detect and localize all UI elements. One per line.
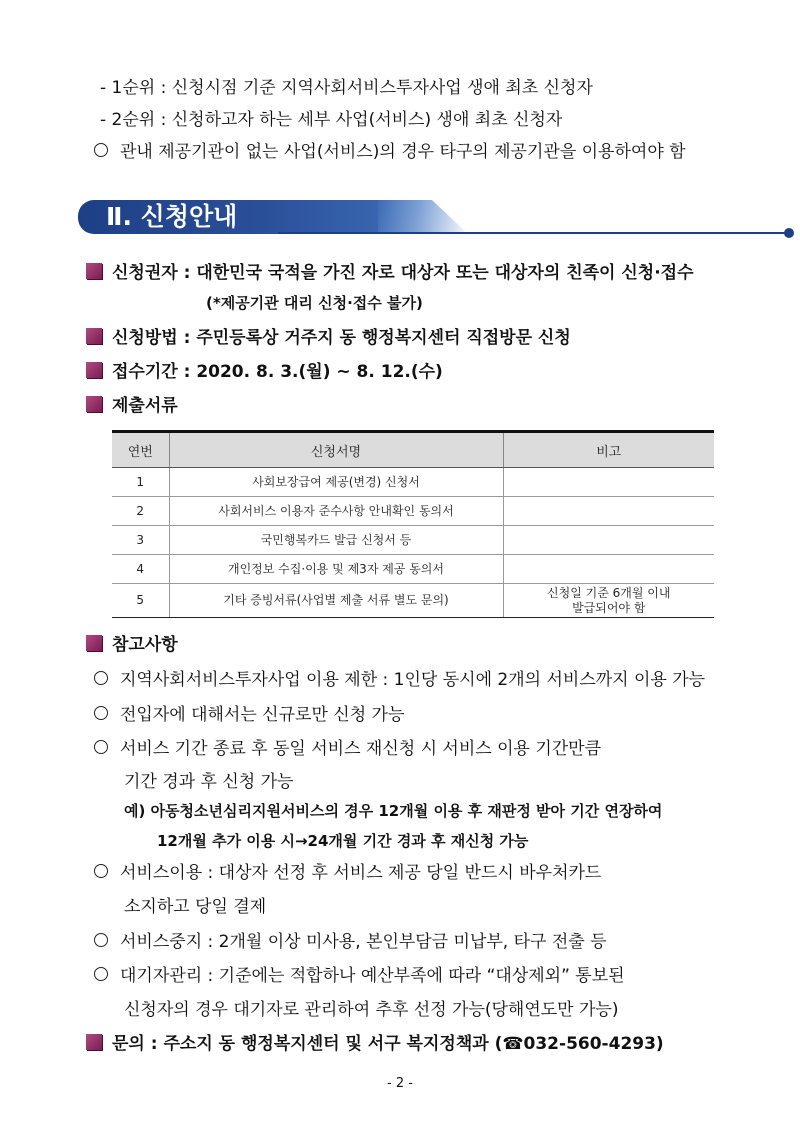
docs-heading bbox=[86, 391, 178, 416]
documents-table bbox=[112, 430, 714, 618]
header-remarks: 비고 bbox=[503, 432, 714, 468]
note-item-2 bbox=[94, 700, 404, 725]
square-bullet-icon bbox=[86, 362, 102, 378]
eligibility-text: 신청권자 : 대한민국 국적을 가진 자로 대상자 또는 대상자의 친족이 신청·접수 bbox=[112, 263, 694, 283]
circle-bullet-icon bbox=[94, 671, 108, 685]
row-remarks bbox=[503, 555, 714, 584]
banner-tail bbox=[378, 200, 468, 234]
eligibility-note: (*제공기관 대리 신청·접수 불가) bbox=[206, 294, 423, 312]
docs-heading-text: 제출서류 bbox=[112, 396, 178, 416]
note-item-1-text: 지역사회서비스투자사업 이용 제한 : 1인당 동시에 2개의 서비스까지 이용 가능 bbox=[120, 670, 706, 690]
page-number: - 2 - bbox=[387, 1076, 413, 1091]
square-bullet-icon bbox=[86, 396, 102, 412]
row-remarks bbox=[503, 526, 714, 555]
example-line-2: 12개월 추가 이용 시→24개월 기간 경과 후 재신청 가능 bbox=[157, 832, 529, 850]
notes-heading bbox=[86, 630, 178, 655]
row-remarks-line-2: 발급되어야 함 bbox=[572, 600, 646, 615]
row-no: 3 bbox=[112, 526, 169, 555]
circle-bullet-icon bbox=[94, 706, 108, 720]
row-no: 5 bbox=[112, 584, 169, 618]
table-row bbox=[112, 497, 714, 526]
table-row bbox=[112, 526, 714, 555]
row-form-name: 국민행복카드 발급 신청서 등 bbox=[169, 526, 503, 555]
provider-note-text: 관내 제공기관이 없는 사업(서비스)의 경우 타구의 제공기관을 이용하여야 함 bbox=[120, 142, 686, 162]
row-remarks bbox=[503, 497, 714, 526]
row-no: 2 bbox=[112, 497, 169, 526]
note-item-4-text: 서비스이용 : 대상자 선정 후 서비스 제공 당일 반드시 바우처카드 bbox=[120, 863, 602, 883]
priority-1-line: - 1순위 : 신청시점 기준 지역사회서비스투자사업 생애 최초 신청자 bbox=[100, 78, 593, 98]
table-row bbox=[112, 555, 714, 584]
example-line-1: 예) 아동청소년심리지원서비스의 경우 12개월 이용 후 재판정 받아 기간 연장하여 bbox=[124, 802, 663, 820]
note-item-6-text: 대기자관리 : 기준에는 적합하나 예산부족에 따라 “대상제외” 통보된 bbox=[120, 966, 625, 986]
note-item-3-continued: 기간 경과 후 신청 가능 bbox=[124, 772, 294, 792]
banner-dot-icon bbox=[784, 228, 794, 238]
notes-heading-text: 참고사항 bbox=[112, 635, 178, 655]
row-form-name: 사회서비스 이용자 준수사항 안내확인 동의서 bbox=[169, 497, 503, 526]
method-text: 신청방법 : 주민등록상 거주지 동 행정복지센터 직접방문 신청 bbox=[112, 328, 571, 348]
contact-line bbox=[86, 1029, 664, 1054]
section-title: Ⅱ. 신청안내 bbox=[106, 202, 238, 231]
circle-bullet-icon bbox=[94, 933, 108, 947]
priority-2-line: - 2순위 : 신청하고자 하는 세부 사업(서비스) 생애 최초 신청자 bbox=[100, 110, 563, 130]
table-header-row bbox=[112, 432, 714, 468]
note-item-6 bbox=[94, 961, 625, 986]
period-text: 접수기간 : 2020. 8. 3.(월) ~ 8. 12.(수) bbox=[112, 362, 443, 382]
row-remarks bbox=[503, 584, 714, 618]
header-no: 연번 bbox=[112, 432, 169, 468]
circle-bullet-icon bbox=[94, 143, 108, 157]
contact-text: 문의 : 주소지 동 행정복지센터 및 서구 복지정책과 (☎032-560-4293) bbox=[112, 1034, 664, 1054]
note-item-3 bbox=[94, 734, 601, 759]
method-line bbox=[86, 323, 571, 348]
square-bullet-icon bbox=[86, 635, 102, 651]
provider-note-line bbox=[94, 137, 686, 162]
period-line bbox=[86, 357, 443, 382]
note-item-6-continued: 신청자의 경우 대기자로 관리하여 추후 선정 가능(당해연도만 가능) bbox=[124, 1000, 619, 1020]
note-item-4 bbox=[94, 858, 601, 883]
header-form-name: 신청서명 bbox=[169, 432, 503, 468]
row-remarks bbox=[503, 468, 714, 497]
row-form-name: 사회보장급여 제공(변경) 신청서 bbox=[169, 468, 503, 497]
row-form-name: 기타 증빙서류(사업별 제출 서류 별도 문의) bbox=[169, 584, 503, 618]
note-item-2-text: 전입자에 대해서는 신규로만 신청 가능 bbox=[120, 705, 405, 725]
row-no: 1 bbox=[112, 468, 169, 497]
table-row bbox=[112, 584, 714, 618]
note-item-4-continued: 소지하고 당일 결제 bbox=[124, 897, 267, 917]
circle-bullet-icon bbox=[94, 967, 108, 981]
row-remarks-line-1: 신청일 기준 6개월 이내 bbox=[547, 585, 671, 600]
row-form-name: 개인정보 수집·이용 및 제3자 제공 동의서 bbox=[169, 555, 503, 584]
eligibility-line bbox=[86, 258, 694, 283]
note-item-5 bbox=[94, 927, 607, 952]
circle-bullet-icon bbox=[94, 740, 108, 754]
square-bullet-icon bbox=[86, 328, 102, 344]
row-no: 4 bbox=[112, 555, 169, 584]
square-bullet-icon bbox=[86, 263, 102, 279]
table-row bbox=[112, 468, 714, 497]
note-item-5-text: 서비스중지 : 2개월 이상 미사용, 본인부담금 미납부, 타구 전출 등 bbox=[120, 932, 607, 952]
square-bullet-icon bbox=[86, 1034, 102, 1050]
section-banner bbox=[78, 200, 718, 236]
note-item-1 bbox=[94, 665, 705, 690]
circle-bullet-icon bbox=[94, 864, 108, 878]
banner-rule bbox=[278, 232, 788, 234]
note-item-3-text: 서비스 기간 종료 후 동일 서비스 재신청 시 서비스 이용 기간만큼 bbox=[120, 739, 602, 759]
